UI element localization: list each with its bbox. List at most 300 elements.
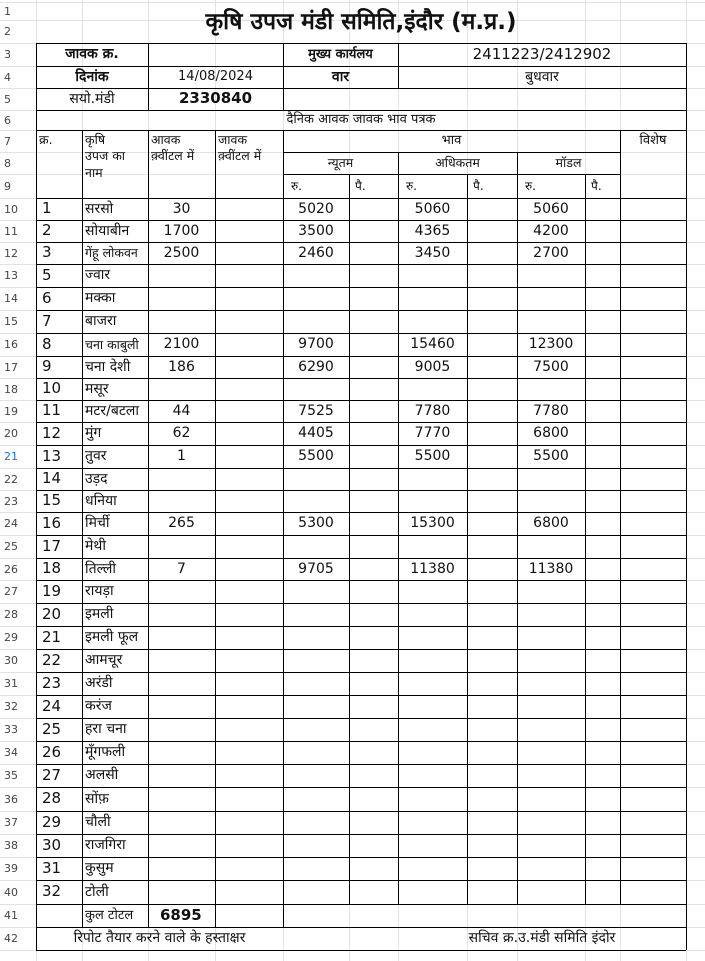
- date-label[interactable]: दिनांक: [75, 68, 109, 85]
- sno-cell[interactable]: 11: [42, 401, 62, 420]
- row-number[interactable]: 23: [4, 494, 18, 508]
- crop-name-cell[interactable]: अरंडी: [85, 675, 113, 692]
- day-value[interactable]: बुधवार: [525, 68, 559, 85]
- sno-cell[interactable]: 8: [42, 334, 52, 353]
- max-price-cell[interactable]: [398, 468, 467, 490]
- arrival-cell[interactable]: [148, 287, 215, 310]
- min-price-cell[interactable]: [283, 468, 349, 490]
- model-price-cell[interactable]: [517, 787, 585, 811]
- mandi-label[interactable]: सयो.मंडी: [69, 90, 115, 107]
- model-price-cell[interactable]: 2700: [533, 244, 569, 261]
- row-number[interactable]: 5: [4, 92, 11, 106]
- arrival-cell[interactable]: 7: [177, 560, 186, 577]
- sno-cell[interactable]: 7: [42, 311, 52, 330]
- dispatch-cell[interactable]: [215, 535, 283, 558]
- sno-cell[interactable]: 19: [42, 581, 62, 600]
- crop-name-cell[interactable]: टोली: [85, 883, 109, 900]
- min-price-cell[interactable]: 9700: [298, 336, 334, 353]
- row-number[interactable]: 36: [4, 792, 18, 806]
- crop-name-cell[interactable]: मटर/बटला: [85, 402, 140, 419]
- dispatch-cell[interactable]: [215, 333, 283, 356]
- dispatch-cell[interactable]: [215, 356, 283, 378]
- border-line: [36, 43, 686, 44]
- dispatch-cell[interactable]: [215, 880, 283, 904]
- mandi-value[interactable]: 2330840: [178, 89, 253, 108]
- dispatch-cell[interactable]: [215, 718, 283, 741]
- sno-cell[interactable]: 14: [42, 469, 62, 488]
- min-price-cell[interactable]: 6290: [298, 358, 334, 375]
- crop-name-cell[interactable]: चौली: [85, 814, 111, 831]
- row-number[interactable]: 3: [4, 48, 11, 61]
- min-price-cell[interactable]: 2460: [298, 244, 334, 261]
- model-price-cell[interactable]: 6800: [533, 425, 569, 442]
- border-line: [283, 174, 620, 175]
- arrival-cell[interactable]: [148, 764, 215, 787]
- max-price-cell[interactable]: 9005: [414, 358, 451, 375]
- row-number[interactable]: 2: [4, 25, 11, 38]
- model-price-cell[interactable]: [517, 672, 585, 695]
- sno-cell[interactable]: 17: [42, 536, 62, 555]
- border-line: [36, 110, 686, 111]
- dispatch-cell[interactable]: [215, 695, 283, 718]
- border-line: [36, 220, 686, 221]
- border-line: [36, 580, 686, 581]
- max-price-cell[interactable]: [398, 834, 467, 857]
- dispatch-cell[interactable]: [215, 512, 283, 535]
- crop-name-cell[interactable]: मसूर: [85, 380, 109, 397]
- row-number[interactable]: 9: [4, 179, 11, 193]
- row-number[interactable]: 1: [4, 4, 11, 18]
- crop-name-cell[interactable]: तुवर: [85, 448, 107, 465]
- min-price-cell[interactable]: 3500: [298, 222, 334, 239]
- crop-name-cell[interactable]: धनिया: [85, 492, 117, 509]
- min-price-cell[interactable]: 9705: [298, 560, 334, 577]
- border-line: [36, 310, 686, 311]
- model-price-cell[interactable]: [517, 834, 585, 857]
- min-price-cell[interactable]: [283, 811, 349, 834]
- model-price-cell[interactable]: 5060: [533, 200, 569, 217]
- crop-name-cell[interactable]: तिल्ली: [85, 560, 117, 577]
- header-sno[interactable]: [36, 130, 82, 198]
- sno-cell[interactable]: 27: [42, 765, 62, 784]
- arrival-cell[interactable]: [148, 834, 215, 857]
- sno-cell[interactable]: 25: [42, 719, 62, 738]
- total-label[interactable]: कुल टोटल: [85, 907, 134, 923]
- border-line: [620, 130, 621, 904]
- model-price-cell[interactable]: [517, 468, 585, 490]
- dispatch-cell[interactable]: [215, 400, 283, 422]
- model-price-cell[interactable]: [517, 603, 585, 626]
- row-number[interactable]: 29: [4, 631, 18, 644]
- min-price-cell[interactable]: [283, 695, 349, 718]
- max-price-cell[interactable]: [398, 741, 467, 764]
- header-min-price[interactable]: न्यूतम: [327, 155, 354, 171]
- header-special[interactable]: विशेष: [639, 133, 667, 149]
- arrival-cell[interactable]: 62: [172, 425, 191, 442]
- max-price-cell[interactable]: [398, 880, 467, 904]
- min-price-cell[interactable]: [283, 718, 349, 741]
- sno-cell[interactable]: 30: [42, 835, 62, 854]
- row-number[interactable]: 12: [4, 246, 18, 260]
- min-price-cell[interactable]: [283, 580, 349, 603]
- row-number[interactable]: 30: [4, 654, 18, 667]
- arrival-cell[interactable]: 265: [168, 515, 195, 532]
- min-price-cell[interactable]: [283, 741, 349, 764]
- row-number[interactable]: 18: [4, 382, 18, 396]
- day-label[interactable]: वार: [331, 68, 350, 85]
- crop-name-cell[interactable]: कुसुम: [85, 860, 114, 877]
- model-price-cell[interactable]: [517, 857, 585, 880]
- min-price-cell[interactable]: [283, 834, 349, 857]
- model-price-cell[interactable]: [517, 880, 585, 904]
- max-price-cell[interactable]: [398, 310, 467, 333]
- crop-name-cell[interactable]: राजगिरा: [85, 837, 126, 854]
- max-price-cell[interactable]: 3450: [414, 244, 451, 261]
- arrival-cell[interactable]: 44: [172, 402, 191, 419]
- row-number[interactable]: 27: [4, 585, 18, 598]
- max-price-cell[interactable]: [398, 764, 467, 787]
- arrival-cell[interactable]: [148, 264, 215, 287]
- arrival-cell[interactable]: [148, 310, 215, 333]
- row-number[interactable]: 34: [4, 746, 18, 759]
- crop-name-cell[interactable]: हरा चना: [85, 721, 127, 738]
- max-price-cell[interactable]: [398, 535, 467, 558]
- crop-name-cell[interactable]: चना देशी: [85, 358, 131, 375]
- row-number[interactable]: 17: [4, 360, 18, 374]
- min-price-cell[interactable]: [283, 264, 349, 287]
- row-number[interactable]: 13: [4, 269, 18, 282]
- dispatch-cell[interactable]: [215, 468, 283, 490]
- sno-cell[interactable]: 16: [42, 513, 62, 532]
- sno-cell[interactable]: 24: [42, 696, 62, 715]
- crop-name-cell[interactable]: मुंग: [85, 425, 102, 442]
- footer-signature-label[interactable]: रिपोट तैयार करने वाले के हस्ताक्षर: [73, 930, 246, 947]
- max-price-cell[interactable]: [398, 811, 467, 834]
- arrival-cell[interactable]: 30: [172, 200, 191, 217]
- sno-cell[interactable]: 21: [42, 627, 62, 646]
- arrival-cell[interactable]: [148, 626, 215, 649]
- model-price-cell[interactable]: [517, 695, 585, 718]
- max-price-cell[interactable]: [398, 672, 467, 695]
- dispatch-cell[interactable]: [215, 422, 283, 445]
- max-price-cell[interactable]: 4365: [414, 222, 451, 239]
- row-number[interactable]: 35: [4, 769, 18, 782]
- header-rupees[interactable]: रु.: [525, 178, 536, 193]
- border-line: [36, 43, 37, 950]
- row-number[interactable]: 37: [4, 816, 18, 829]
- crop-name-cell[interactable]: उड़द: [85, 470, 108, 487]
- row-number[interactable]: 39: [4, 862, 18, 875]
- crop-name-cell[interactable]: मिर्ची: [85, 515, 110, 532]
- sno-cell[interactable]: 15: [42, 491, 62, 510]
- header-paise[interactable]: पै.: [355, 178, 366, 193]
- crop-name-cell[interactable]: सोयाबीन: [85, 222, 130, 239]
- javak-label[interactable]: जावक क्र.: [65, 46, 119, 63]
- row-number[interactable]: 40: [4, 885, 18, 899]
- dispatch-cell[interactable]: [215, 490, 283, 512]
- max-price-cell[interactable]: 15300: [410, 515, 455, 532]
- dispatch-cell[interactable]: [215, 649, 283, 672]
- min-price-cell[interactable]: [283, 626, 349, 649]
- min-price-cell[interactable]: 5500: [298, 448, 334, 465]
- sno-cell[interactable]: 1: [42, 199, 52, 218]
- dispatch-cell[interactable]: [215, 264, 283, 287]
- row-number[interactable]: 41: [4, 909, 18, 922]
- min-price-cell[interactable]: [283, 603, 349, 626]
- sno-cell[interactable]: 12: [42, 423, 62, 442]
- max-price-cell[interactable]: 11380: [410, 560, 455, 577]
- arrival-cell[interactable]: [148, 490, 215, 512]
- model-price-cell[interactable]: [517, 310, 585, 333]
- min-price-cell[interactable]: [283, 672, 349, 695]
- min-price-cell[interactable]: [283, 880, 349, 904]
- arrival-cell[interactable]: [148, 741, 215, 764]
- header-arrival[interactable]: [148, 130, 215, 198]
- crop-name-cell[interactable]: सरसो: [85, 200, 114, 217]
- sno-cell[interactable]: 10: [42, 379, 62, 398]
- dispatch-cell[interactable]: [215, 603, 283, 626]
- arrival-cell[interactable]: [148, 378, 215, 400]
- model-price-cell[interactable]: [517, 741, 585, 764]
- model-price-cell[interactable]: [517, 718, 585, 741]
- dispatch-cell[interactable]: [215, 672, 283, 695]
- dispatch-cell[interactable]: [215, 378, 283, 400]
- sno-cell[interactable]: 2: [42, 221, 52, 240]
- crop-name-cell[interactable]: रायड़ा: [85, 583, 114, 600]
- header-crop-name[interactable]: [82, 130, 148, 198]
- model-price-cell[interactable]: 6800: [533, 515, 569, 532]
- crop-name-cell[interactable]: आमचूर: [85, 652, 123, 669]
- max-price-cell[interactable]: 5500: [414, 448, 451, 465]
- max-price-cell[interactable]: [398, 580, 467, 603]
- sno-cell[interactable]: 26: [42, 742, 62, 761]
- sno-cell[interactable]: 23: [42, 673, 62, 692]
- dispatch-cell[interactable]: [215, 857, 283, 880]
- page-title[interactable]: कृषि उपज मंडी समिति,इंदौर (म.प्र.): [205, 9, 517, 36]
- max-price-cell[interactable]: [398, 787, 467, 811]
- max-price-cell[interactable]: 7780: [414, 402, 451, 419]
- max-price-cell[interactable]: 5060: [414, 200, 451, 217]
- arrival-cell[interactable]: [148, 535, 215, 558]
- dispatch-cell[interactable]: [215, 287, 283, 310]
- model-price-cell[interactable]: 5500: [533, 448, 569, 465]
- crop-name-cell[interactable]: सोंफ़: [85, 790, 109, 807]
- min-price-cell[interactable]: [283, 287, 349, 310]
- arrival-cell[interactable]: [148, 468, 215, 490]
- row-number[interactable]: 11: [4, 224, 18, 238]
- model-price-cell[interactable]: [517, 378, 585, 400]
- crop-name-cell[interactable]: बाजरा: [85, 313, 117, 330]
- model-price-cell[interactable]: [517, 811, 585, 834]
- crop-name-cell[interactable]: मूँगफली: [85, 744, 126, 761]
- min-price-cell[interactable]: 5020: [298, 200, 334, 217]
- row-number[interactable]: 6: [4, 113, 11, 127]
- crop-name-cell[interactable]: मेथी: [85, 538, 106, 555]
- arrival-cell[interactable]: 186: [168, 358, 195, 375]
- sno-cell[interactable]: 31: [42, 858, 62, 877]
- sno-cell[interactable]: 13: [42, 446, 62, 465]
- arrival-cell[interactable]: [148, 880, 215, 904]
- min-price-cell[interactable]: [283, 649, 349, 672]
- model-price-cell[interactable]: 11380: [528, 560, 574, 577]
- model-price-cell[interactable]: [517, 764, 585, 787]
- header-dispatch[interactable]: [215, 130, 283, 198]
- header-max-price[interactable]: अधिकतम: [435, 155, 480, 171]
- header-price[interactable]: भाव: [441, 133, 462, 149]
- sno-cell[interactable]: 6: [42, 288, 52, 307]
- header-model-price[interactable]: मॉडल: [555, 155, 582, 171]
- max-price-cell[interactable]: 15460: [410, 336, 455, 353]
- min-price-cell[interactable]: [283, 857, 349, 880]
- max-price-cell[interactable]: [398, 287, 467, 310]
- sno-cell[interactable]: 32: [42, 882, 62, 901]
- crop-name-cell[interactable]: अलसी: [85, 767, 119, 784]
- header-rupees[interactable]: रु.: [291, 178, 302, 193]
- row-number[interactable]: 22: [4, 472, 18, 486]
- dispatch-cell[interactable]: [215, 787, 283, 811]
- dispatch-cell[interactable]: [215, 580, 283, 603]
- phone-number[interactable]: 2411223/2412902: [472, 44, 612, 63]
- max-price-cell[interactable]: [398, 649, 467, 672]
- row-number[interactable]: 20: [4, 427, 18, 440]
- min-price-cell[interactable]: [283, 378, 349, 400]
- arrival-cell[interactable]: [148, 857, 215, 880]
- row-number[interactable]: 10: [4, 202, 18, 216]
- dispatch-cell[interactable]: [215, 834, 283, 857]
- row-number[interactable]: 28: [4, 608, 18, 621]
- border-line: [36, 130, 686, 131]
- sno-cell[interactable]: 29: [42, 812, 62, 831]
- model-price-cell[interactable]: [517, 287, 585, 310]
- crop-name-cell[interactable]: करंज: [85, 698, 112, 715]
- sno-cell[interactable]: 20: [42, 604, 62, 623]
- sheet-subtitle[interactable]: दैनिक आवक जावक भाव पत्रक: [286, 112, 436, 128]
- header-rupees[interactable]: रु.: [406, 178, 417, 193]
- row-number[interactable]: 21: [4, 450, 18, 463]
- max-price-cell[interactable]: [398, 695, 467, 718]
- arrival-cell[interactable]: 1700: [163, 222, 200, 239]
- sno-cell[interactable]: 28: [42, 789, 62, 808]
- row-number[interactable]: 7: [4, 134, 11, 148]
- dispatch-cell[interactable]: [215, 764, 283, 787]
- max-price-cell[interactable]: [398, 603, 467, 626]
- arrival-cell[interactable]: [148, 603, 215, 626]
- arrival-cell[interactable]: 2500: [163, 244, 200, 261]
- min-price-cell[interactable]: 5300: [298, 515, 334, 532]
- model-price-cell[interactable]: [517, 626, 585, 649]
- row-number[interactable]: 19: [4, 404, 18, 418]
- sno-cell[interactable]: 22: [42, 650, 62, 669]
- office-label[interactable]: मुख्य कार्यलय: [308, 46, 373, 62]
- crop-name-cell[interactable]: मक्का: [85, 290, 116, 307]
- arrival-cell[interactable]: [148, 718, 215, 741]
- date-value[interactable]: 14/08/2024: [178, 69, 253, 85]
- max-price-cell[interactable]: [398, 718, 467, 741]
- row-number[interactable]: 15: [4, 315, 18, 328]
- row-number[interactable]: 8: [4, 156, 11, 170]
- sno-cell[interactable]: 3: [42, 243, 52, 262]
- crop-name-cell[interactable]: चना काबुली: [85, 336, 139, 352]
- total-value[interactable]: 6895: [160, 905, 202, 924]
- arrival-cell[interactable]: 1: [177, 448, 186, 465]
- model-price-cell[interactable]: [517, 649, 585, 672]
- arrival-cell[interactable]: 2100: [163, 336, 200, 353]
- model-price-cell[interactable]: [517, 580, 585, 603]
- min-price-cell[interactable]: [283, 535, 349, 558]
- max-price-cell[interactable]: [398, 626, 467, 649]
- model-price-cell[interactable]: 4200: [533, 222, 569, 239]
- row-number[interactable]: 38: [4, 839, 18, 852]
- row-number[interactable]: 26: [4, 562, 18, 576]
- row-number[interactable]: 4: [4, 70, 11, 84]
- dispatch-cell[interactable]: [215, 198, 283, 220]
- model-price-cell[interactable]: [517, 264, 585, 287]
- model-price-cell[interactable]: 12300: [528, 336, 574, 353]
- min-price-cell[interactable]: [283, 490, 349, 512]
- max-price-cell[interactable]: [398, 490, 467, 512]
- max-price-cell[interactable]: [398, 857, 467, 880]
- sno-cell[interactable]: 5: [42, 265, 52, 284]
- header-paise[interactable]: पै.: [473, 178, 484, 193]
- row-number[interactable]: 31: [4, 677, 18, 690]
- row-number[interactable]: 14: [4, 292, 18, 305]
- crop-name-cell[interactable]: गेंहू लोकवन: [85, 245, 138, 261]
- footer-secretary-label[interactable]: सचिव क्र.उ.मंडी समिति इंदोर: [468, 930, 616, 947]
- row-number[interactable]: 16: [4, 338, 18, 351]
- row-number[interactable]: 33: [4, 723, 18, 736]
- arrival-cell[interactable]: [148, 811, 215, 834]
- arrival-cell[interactable]: [148, 672, 215, 695]
- model-price-cell[interactable]: 7780: [533, 402, 569, 419]
- min-price-cell[interactable]: [283, 764, 349, 787]
- sno-cell[interactable]: 18: [42, 559, 62, 578]
- dispatch-cell[interactable]: [215, 242, 283, 264]
- max-price-cell[interactable]: [398, 378, 467, 400]
- arrival-cell[interactable]: [148, 695, 215, 718]
- dispatch-cell[interactable]: [215, 445, 283, 468]
- row-number[interactable]: 32: [4, 700, 18, 713]
- sno-cell[interactable]: 9: [42, 357, 52, 376]
- dispatch-cell[interactable]: [215, 220, 283, 242]
- dispatch-cell[interactable]: [215, 626, 283, 649]
- model-price-cell[interactable]: [517, 490, 585, 512]
- row-number[interactable]: 25: [4, 540, 18, 553]
- model-price-cell[interactable]: [517, 535, 585, 558]
- dispatch-cell[interactable]: [215, 310, 283, 333]
- arrival-cell[interactable]: [148, 787, 215, 811]
- arrival-cell[interactable]: [148, 649, 215, 672]
- min-price-cell[interactable]: [283, 310, 349, 333]
- max-price-cell[interactable]: 7770: [414, 425, 451, 442]
- dispatch-cell[interactable]: [215, 741, 283, 764]
- min-price-cell[interactable]: [283, 787, 349, 811]
- max-price-cell[interactable]: [398, 264, 467, 287]
- crop-name-cell[interactable]: इमली फूल: [85, 629, 139, 646]
- arrival-cell[interactable]: [148, 580, 215, 603]
- min-price-cell[interactable]: 7525: [298, 402, 334, 419]
- dispatch-cell[interactable]: [215, 811, 283, 834]
- header-crop-name-line: कृषि: [85, 132, 106, 147]
- crop-name-cell[interactable]: इमली: [85, 606, 114, 623]
- row-number[interactable]: 42: [4, 932, 18, 945]
- row-number[interactable]: 24: [4, 517, 18, 530]
- crop-name-cell[interactable]: ज्वार: [85, 267, 111, 284]
- min-price-cell[interactable]: 4405: [298, 425, 334, 442]
- border-line: [36, 649, 686, 650]
- model-price-cell[interactable]: 7500: [533, 358, 569, 375]
- header-paise[interactable]: पै.: [591, 178, 602, 193]
- dispatch-cell[interactable]: [215, 558, 283, 580]
